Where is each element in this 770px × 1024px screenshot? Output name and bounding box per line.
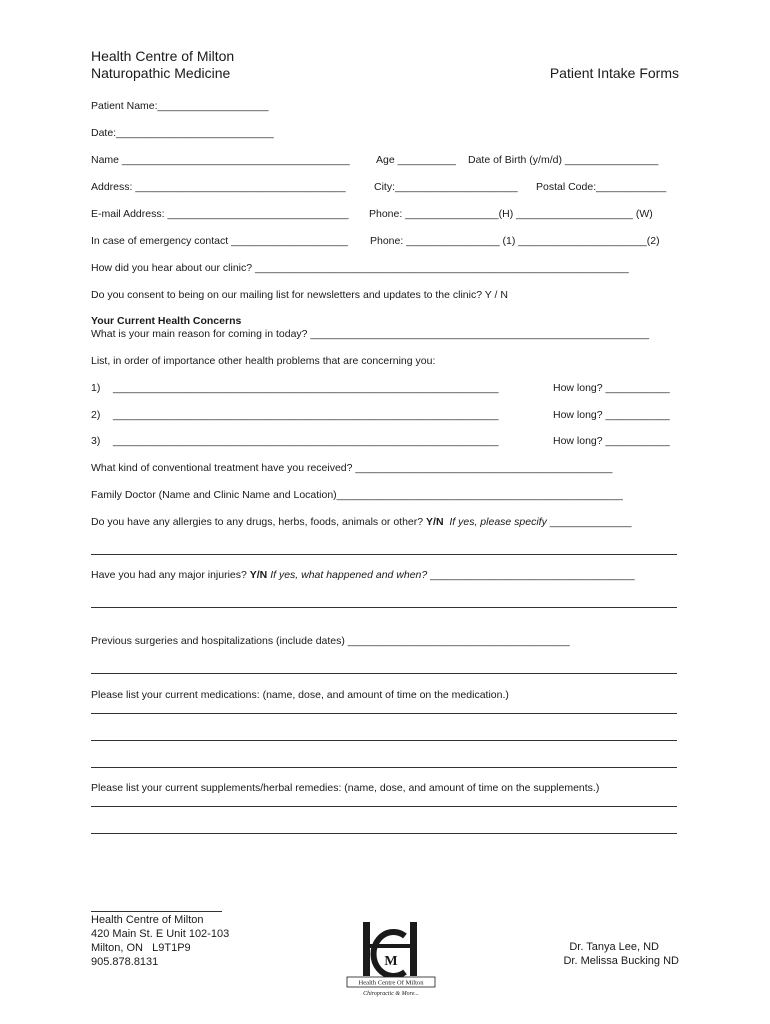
logo-name-text: Health Centre Of Milton [358, 979, 424, 987]
medications-answer-line-1[interactable] [91, 713, 677, 714]
main-reason-field[interactable]: What is your main reason for coming in today? __________________________________________________________ [91, 328, 650, 340]
date-field[interactable]: Date:___________________________ [91, 127, 274, 139]
footer-divider [91, 911, 222, 912]
allergies-specify: If yes, please specify [443, 516, 550, 528]
referral-source-field[interactable]: How did you hear about our clinic? ________________________________________________________________ [91, 262, 629, 274]
footer-street: 420 Main St. E Unit 102-103 [91, 928, 230, 940]
footer-city: Milton, ON L9T1P9 [91, 942, 191, 954]
allergies-yn: Y/N [426, 516, 444, 528]
medications-answer-line-2[interactable] [91, 740, 677, 741]
postal-code-field[interactable]: Postal Code:____________ [536, 181, 667, 193]
problem-number: 1) [91, 382, 101, 394]
injuries-question: Have you had any major injuries? [91, 569, 250, 581]
email-field[interactable]: E-mail Address: _______________________________ [91, 208, 349, 220]
logo-letters: M [384, 954, 398, 969]
city-field[interactable]: City:_____________________ [374, 181, 518, 193]
how-long-field-3[interactable]: How long? ___________ [553, 435, 670, 447]
supplements-answer-line-2[interactable] [91, 833, 677, 834]
problem-line-3[interactable]: __________________________________________________________________ [113, 435, 499, 447]
injuries-line: ___________________________________ [427, 569, 635, 581]
clinic-name: Health Centre of Milton [91, 48, 235, 64]
dob-field[interactable]: Date of Birth (y/m/d) ________________ [468, 154, 659, 166]
injuries-field[interactable] [91, 569, 635, 582]
phone-field[interactable]: Phone: ________________(H) ____________________ (W) [369, 208, 653, 220]
problem-line-2[interactable]: __________________________________________________________________ [113, 409, 499, 421]
surgeries-field[interactable]: Previous surgeries and hospitalizations (include dates) ______________________________________ [91, 635, 570, 647]
logo-tagline-text: Chiropractic & More... [363, 991, 419, 997]
injuries-specify: If yes, what happened and when? [267, 569, 428, 581]
footer-clinic-name: Health Centre of Milton [91, 914, 204, 926]
family-doctor-field[interactable]: Family Doctor (Name and Clinic Name and Location)_________________________________________________ [91, 489, 623, 501]
problem-number: 3) [91, 435, 101, 447]
allergies-answer-line[interactable] [91, 554, 677, 555]
emergency-phone-field[interactable]: Phone: ________________ (1) ______________________(2) [370, 235, 660, 247]
how-long-field-1[interactable]: How long? ___________ [553, 382, 670, 394]
surgeries-answer-line[interactable] [91, 673, 677, 674]
allergies-line: ______________ [549, 516, 632, 528]
problem-number: 2) [91, 409, 101, 421]
footer-phone: 905.878.8131 [91, 956, 159, 968]
age-field[interactable]: Age __________ [376, 154, 456, 166]
mailing-consent-field[interactable]: Do you consent to being on our mailing list for newsletters and updates to the clinic? Y / N [91, 289, 508, 301]
form-title: Patient Intake Forms [549, 65, 679, 81]
problem-line-1[interactable]: __________________________________________________________________ [113, 382, 499, 394]
patient-name-field[interactable]: Patient Name:___________________ [91, 100, 269, 112]
allergies-field[interactable] [91, 516, 632, 529]
supplements-answer-line-1[interactable] [91, 806, 677, 807]
problems-intro: List, in order of importance other health problems that are concerning you: [91, 355, 436, 367]
supplements-label: Please list your current supplements/herbal remedies: (name, dose, and amount of time on the supplements.) [91, 782, 600, 794]
medications-answer-line-3[interactable] [91, 767, 677, 768]
allergies-question: Do you have any allergies to any drugs, herbs, foods, animals or other? [91, 516, 427, 528]
address-field[interactable]: Address: ____________________________________ [91, 181, 346, 193]
treatment-field[interactable]: What kind of conventional treatment have you received? ____________________________________________ [91, 462, 613, 474]
injuries-yn: Y/N [249, 569, 268, 581]
medications-label: Please list your current medications: (name, dose, and amount of time on the medication.) [91, 689, 509, 701]
clinic-logo [341, 918, 441, 1002]
health-concerns-heading: Your Current Health Concerns [91, 315, 242, 327]
hcm-logo-icon [341, 918, 441, 1002]
doctor-name-2: Dr. Melissa Bucking ND [563, 955, 679, 967]
name-field[interactable]: Name _______________________________________ [91, 154, 350, 166]
doctor-name-1: Dr. Tanya Lee, ND [569, 941, 659, 953]
emergency-contact-field[interactable]: In case of emergency contact ____________________ [91, 235, 348, 247]
injuries-answer-line[interactable] [91, 607, 677, 608]
how-long-field-2[interactable]: How long? ___________ [553, 409, 670, 421]
department-name: Naturopathic Medicine [91, 65, 231, 81]
